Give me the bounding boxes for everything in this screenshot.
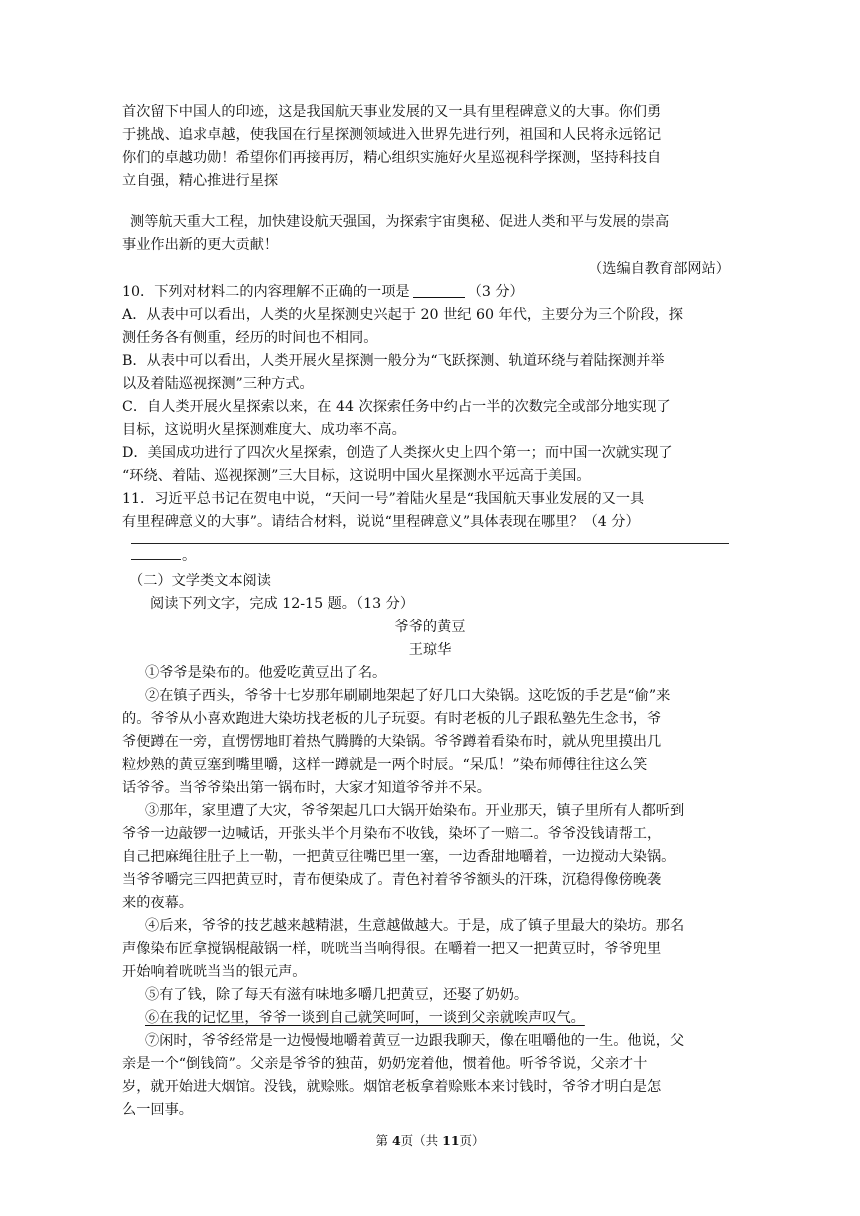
material-line: 你们的卓越功勋！希望你们再接再厉，精心组织实施好火星巡视科学探测，坚持科技自 [122, 150, 662, 166]
paragraph-2-line: 爷便蹲在一旁，直愣愣地盯着热气腾腾的大染锅。爷爷蹲着看染布时，就从兜里摸出几 [122, 734, 662, 750]
paragraph-4-line: 声像染布匠拿搅锅棍敲锅一样，咣咣当当响得很。在嚼着一把又一把黄豆时，爷爷兜里 [122, 941, 662, 957]
option-d-line: “环绕、着陆、巡视探测”三大目标，这说明中国火星探测水平远高于美国。 [122, 468, 591, 484]
story-author: 王琼华 [408, 642, 452, 658]
paragraph-7-line: ⑦闲时，爷爷经常是一边慢慢地嚼着黄豆一边跟我聊天，像在咀嚼他的一生。他说，父 [145, 1033, 685, 1049]
option-a-line: 测任务各有侧重，经历的时间也不相同。 [122, 330, 378, 346]
paragraph-2-line: ②在镇子西头，爷爷十七岁那年刷刷地架起了好几口大染锅。这吃饭的手艺是“偷”来 [145, 688, 671, 704]
paragraph-3-line: 来的夜幕。 [122, 895, 193, 911]
material-line: 首次留下中国人的印迹，这是我国航天事业发展的又一具有里程碑意义的大事。你们勇 [122, 104, 662, 120]
option-b-line: 以及着陆巡视探测”三种方式。 [122, 376, 314, 392]
section-heading: （二）文学类文本阅读 [129, 573, 271, 589]
paragraph-2-line: 的。爷爷从小喜欢跑进大染坊找老板的儿子玩耍。有时老板的儿子跟私塾先生念书，爷 [122, 711, 662, 727]
answer-line[interactable] [131, 559, 181, 560]
option-d-line: D．美国成功进行了四次火星探索，创造了人类探火史上四个第一；而中国一次就实现了 [122, 445, 673, 461]
paragraph-7-line: 亲是一个“倒钱筒”。父亲是爷爷的独苗，奶奶宠着他，惯着他。听爷爷说，父亲才十 [122, 1056, 648, 1072]
paragraph-3-line: ③那年，家里遭了大灾，爷爷架起几口大锅开始染布。开业那天，镇子里所有人都听到 [145, 803, 685, 819]
answer-end-mark: 。 [182, 548, 197, 564]
section-instruction: 阅读下列文字，完成 12-15 题。（13 分） [150, 596, 415, 612]
question-11-line: 有里程碑意义的大事”。请结合材料，说说“里程碑意义”具体表现在哪里？（4 分） [122, 514, 640, 530]
question-10-stem [122, 281, 732, 303]
paragraph-7-line: 岁，就开始进大烟馆。没钱，就赊账。烟馆老板拿着赊账本来讨钱时，爷爷才明白是怎 [122, 1079, 662, 1095]
paragraph-1: ①爷爷是染布的。他爱吃黄豆出了名。 [145, 665, 387, 681]
paragraph-6-underlined: ⑥在我的记忆里，爷爷一谈到自己就笑呵呵，一谈到父亲就唉声叹气。 [145, 1010, 585, 1026]
question-11-line: 11．习近平总书记在贺电中说，“天问一号”着陆火星是“我国航天事业发展的又一具 [122, 491, 645, 507]
material-line: 测等航天重大工程，加快建设航天强国，为探索宇宙奥秘、促进人类和平与发展的崇高 [130, 214, 670, 230]
paragraph-2-line: 话爷爷。当爷爷染出第一锅布时，大家才知道爷爷并不呆。 [122, 780, 491, 796]
option-c-line: 目标，这说明火星探测难度大、成功率不高。 [122, 422, 406, 438]
story-title: 爷爷的黄豆 [394, 619, 466, 635]
footer-prefix: 第 [375, 1133, 392, 1148]
paragraph-5: ⑤有了钱，除了每天有滋有味地多嚼几把黄豆，还娶了奶奶。 [145, 987, 529, 1003]
material-line: 事业作出新的更大贡献！ [122, 237, 279, 253]
answer-line[interactable] [131, 543, 729, 544]
page-total: 11 [442, 1133, 460, 1148]
page-number: 4 [391, 1133, 401, 1148]
paragraph-3-line: 爷爷一边敲锣一边喊话，开张头半个月染布不收钱，染坏了一赔二。爷爷没钱请帮工， [122, 826, 662, 842]
option-c-line: C．自人类开展火星探索以来，在 44 次探索任务中约占一半的次数完全或部分地实现了 [122, 399, 671, 415]
paragraph-3-line: 自己把麻绳往肚子上一勒，一把黄豆往嘴巴里一塞，一边香甜地嚼着，一边搅动大染锅。 [122, 849, 676, 865]
footer-suffix: 页） [459, 1133, 485, 1148]
paragraph-4-line: ④后来，爷爷的技艺越来越精湛，生意越做越大。于是，成了镇子里最大的染坊。那名 [145, 918, 685, 934]
question-10-score: （3 分） [467, 284, 524, 300]
material-line: 于挑战、追求卓越，使我国在行星探测领域进入世界先进行列，祖国和人民将永远铭记 [122, 127, 662, 143]
paragraph-2-line: 粒炒熟的黄豆塞到嘴里嚼，这样一蹲就是一两个时辰。“呆瓜！”染布师傅往往这么笑 [122, 757, 648, 773]
question-10-text: 10．下列对材料二的内容理解不正确的一项是 [122, 284, 410, 300]
answer-blank[interactable] [413, 283, 465, 298]
page-footer [0, 1131, 860, 1149]
paragraph-3-line: 当爷爷嚼完三四把黄豆时，青布便染成了。青色衬着爷爷额头的汗珠，沉稳得像傍晚袭 [122, 872, 662, 888]
paragraph-7-line: 么一回事。 [122, 1102, 193, 1118]
material-line: 立自强，精心推进行星探 [122, 173, 279, 189]
source-note: （选编自教育部网站） [588, 261, 730, 277]
paragraph-4-line: 开始响着咣咣当当的银元声。 [122, 964, 307, 980]
footer-middle: 页（共 [400, 1133, 443, 1148]
option-b-line: B．从表中可以看出，人类开展火星探测一般分为“飞跃探测、轨道环绕与着陆探测并举 [122, 353, 665, 369]
option-a-line: A．从表中可以看出，人类的火星探测史兴起于 20 世纪 60 年代，主要分为三个阶段，探 [122, 307, 683, 323]
